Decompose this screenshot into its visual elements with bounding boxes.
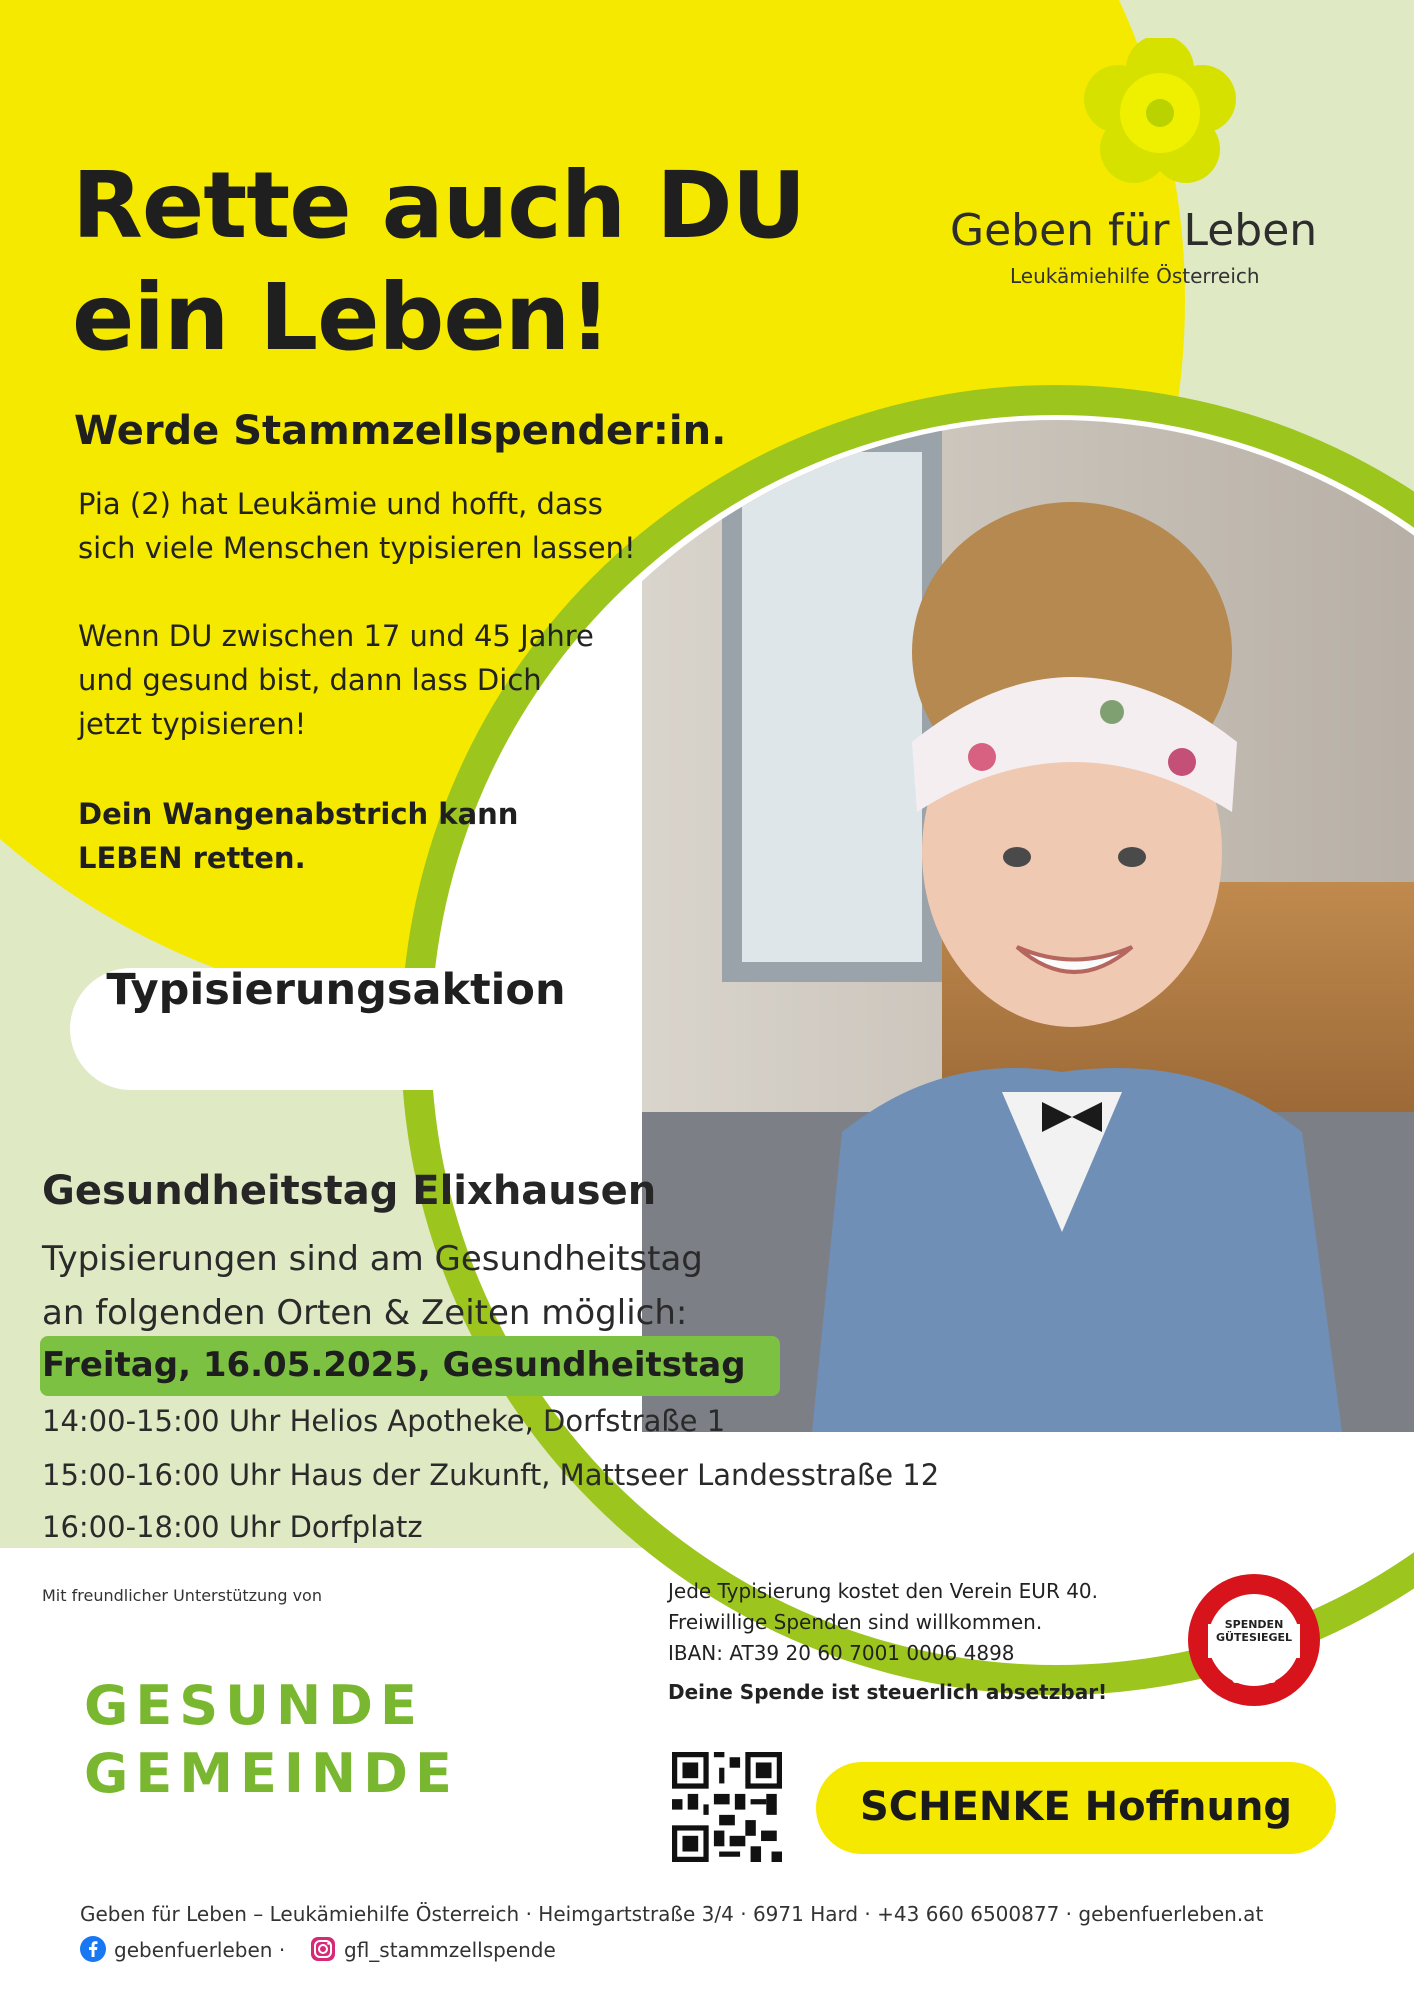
event-desc-line-1: Typisierungen sind am Gesundheitstag: [42, 1239, 703, 1279]
schenke-hoffnung-label[interactable]: SCHENKE Hoffnung: [859, 1784, 1293, 1830]
headline-line-1: Rette auch DU: [72, 152, 806, 259]
intro-line-5: jetzt typisieren!: [78, 707, 307, 741]
footer-address: Geben für Leben – Leukämiehilfe Österreich · Heimgartstraße 3/4 · 6971 Hard · +43 660 6500877 · gebenfuerleben.at: [80, 1902, 1264, 1926]
donation-line-1: Jede Typisierung kostet den Verein EUR 40.: [668, 1579, 1099, 1603]
seal-center-2: GÜTESIEGEL: [1215, 1631, 1293, 1644]
headline: [72, 150, 805, 374]
iban: IBAN: AT39 20 60 7001 0006 4898: [668, 1641, 1015, 1665]
instagram-handle[interactable]: gfl_stammzellspende: [344, 1938, 556, 1962]
seal-center: [1190, 1590, 1318, 1644]
gesunde-gemeinde-logo: [84, 1672, 459, 1808]
qr-code[interactable]: [672, 1752, 782, 1862]
donation-info: [668, 1576, 1098, 1669]
event-desc-line-2: an folgenden Orten & Zeiten möglich:: [42, 1293, 688, 1333]
intro-bold-line-1: Dein Wangenabstrich kann: [78, 797, 519, 831]
partner-line-1: GESUNDE: [84, 1674, 424, 1737]
facebook-icon[interactable]: [80, 1936, 106, 1962]
tax-note: Deine Spende ist steuerlich absetzbar!: [668, 1680, 1108, 1704]
event-date: Freitag, 16.05.2025, Gesundheitstag: [42, 1345, 746, 1385]
facebook-handle[interactable]: gebenfuerleben ·: [114, 1938, 286, 1962]
child-photo: [642, 412, 1414, 1432]
subheadline: Werde Stammzellspender:in.: [74, 408, 727, 454]
seal-reg: 06093: [1231, 1672, 1277, 1687]
logo-subtitle: Leukämiehilfe Österreich: [1010, 264, 1260, 288]
flower-logo-icon: [1080, 38, 1240, 188]
intro-bold-line-2: LEBEN retten.: [78, 841, 306, 875]
partner-line-2: GEMEINDE: [84, 1742, 459, 1805]
event-description: [42, 1232, 703, 1340]
seal-center-1: SPENDEN: [1224, 1618, 1284, 1631]
intro-line-4: und gesund bist, dann lass Dich: [78, 663, 542, 697]
headline-line-2: ein Leben!: [72, 264, 611, 371]
logo-title: Geben für Leben: [950, 205, 1318, 256]
support-label: Mit freundlicher Unterstützung von: [42, 1586, 322, 1605]
schedule-slot: 14:00-15:00 Uhr Helios Apotheke, Dorfstraße 1: [42, 1404, 726, 1438]
donation-line-2: Freiwillige Spenden sind willkommen.: [668, 1610, 1043, 1634]
event-title: Gesundheitstag Elixhausen: [42, 1168, 657, 1214]
intro-bold: [78, 792, 518, 880]
schedule-slot: 16:00-18:00 Uhr Dorfplatz: [42, 1510, 423, 1544]
intro-line-2: sich viele Menschen typisieren lassen!: [78, 531, 636, 565]
schedule-slot: 15:00-16:00 Uhr Haus der Zukunft, Mattseer Landesstraße 12: [42, 1458, 940, 1492]
intro-line-1: Pia (2) hat Leukämie und hofft, dass: [78, 487, 603, 521]
bubble-label: Typisierungsaktion: [106, 965, 566, 1015]
intro-line-3: Wenn DU zwischen 17 und 45 Jahre: [78, 619, 594, 653]
instagram-icon[interactable]: [310, 1936, 336, 1962]
